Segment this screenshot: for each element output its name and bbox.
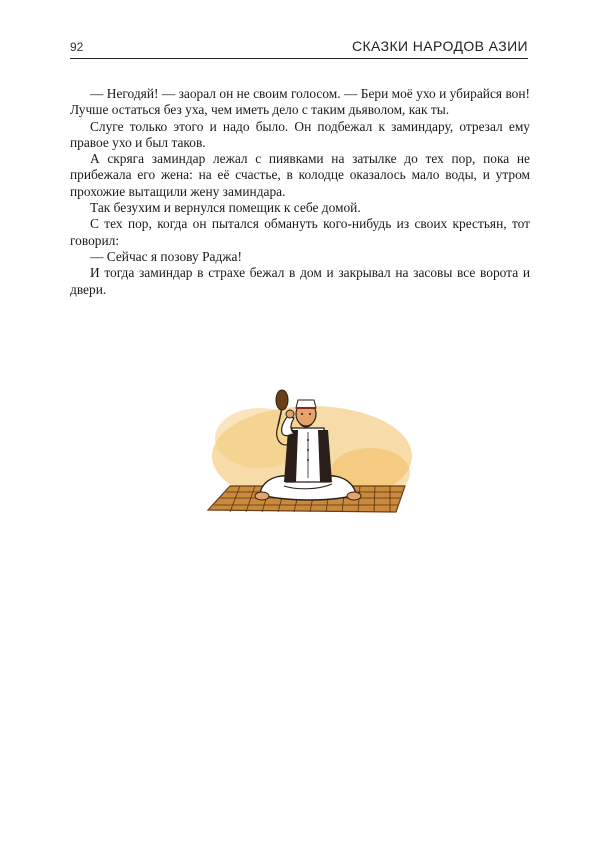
head bbox=[296, 400, 316, 427]
paragraph: — Сейчас я позову Раджа! bbox=[90, 248, 242, 264]
paragraph: С тех пор, когда он пытался обмануть кого-нибудь из своих крестьян, тот говорил: bbox=[70, 216, 530, 248]
paragraph: Слуге только этого и надо было. Он подбежал к заминдару, отрезал ему правое ухо и был таков. bbox=[70, 118, 530, 150]
paragraph: И тогда заминдар в страхе бежал в дом и закрывал на засовы все ворота и двери. bbox=[70, 265, 530, 297]
illustration-seated-man bbox=[200, 378, 415, 528]
paragraph: А скряга заминдар лежал с пиявками на затылке до тех пор, пока не прибежала его жена: на её счастье, в колодце оказалось мало воды, и утром прохожие вытащили жену заминдара. bbox=[70, 151, 530, 199]
story-text bbox=[70, 86, 530, 298]
hand-fan-icon bbox=[276, 390, 288, 410]
torso bbox=[284, 428, 332, 482]
page-header bbox=[70, 38, 528, 59]
paragraph: Так безухим и вернулся помещик к себе домой. bbox=[90, 200, 361, 216]
paragraph: — Негодяй! — заорал он не своим голосом. — Бери моё ухо и убирайся вон! Лучше остаться без уха, чем иметь дело с таким дьяволом, как ты. bbox=[70, 86, 530, 118]
running-title: СКАЗКИ НАРОДОВ АЗИИ bbox=[351, 38, 528, 54]
page-number: 92 bbox=[70, 40, 84, 54]
